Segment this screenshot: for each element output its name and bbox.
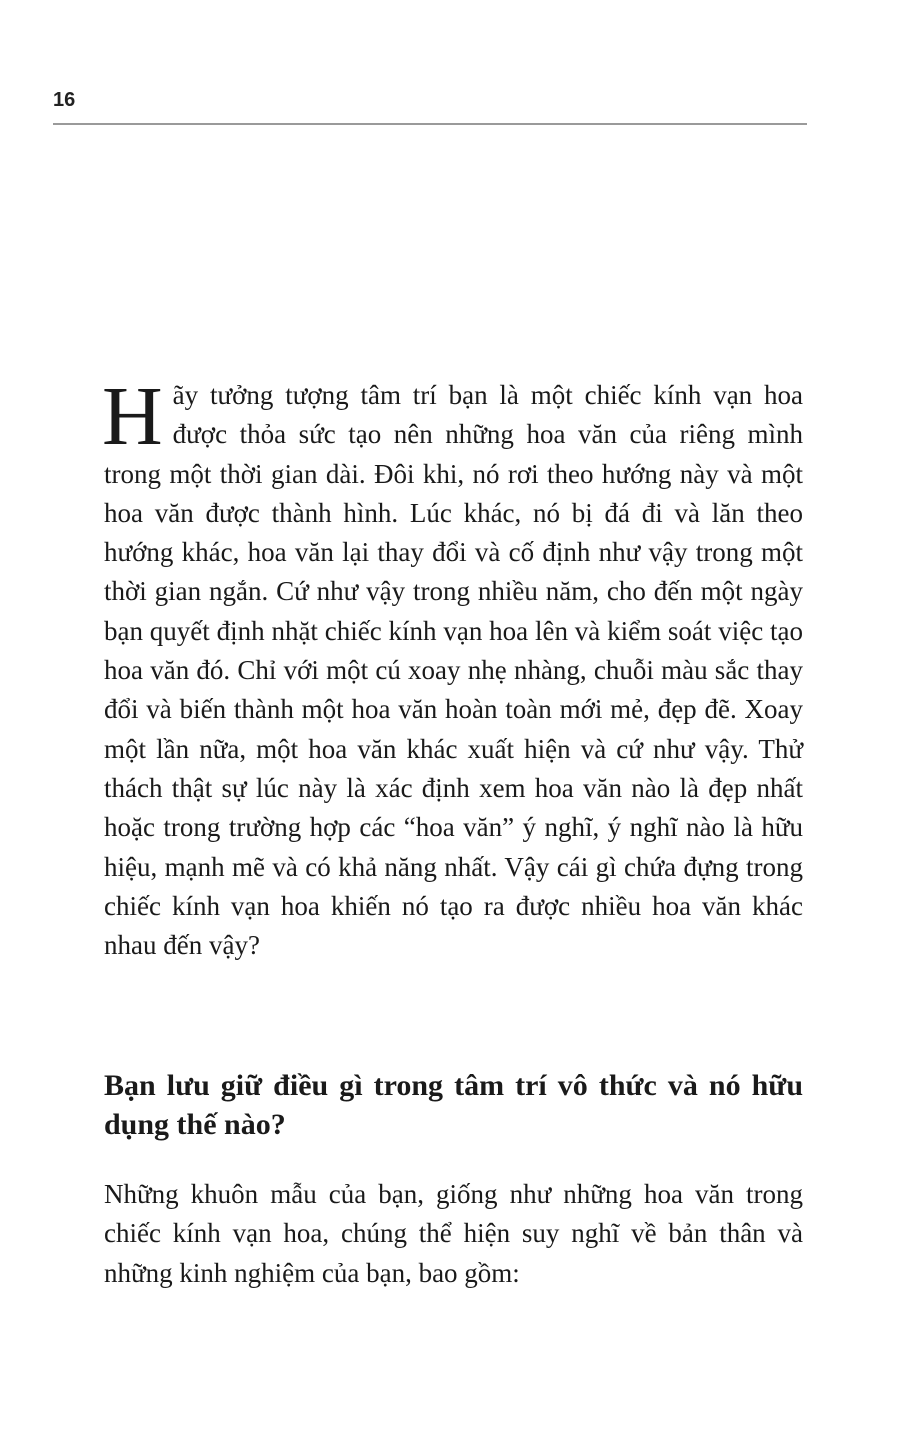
second-paragraph: Những khuôn mẫu của bạn, giống như những hoa văn trong chiếc kính vạn hoa, chúng thể hiện suy nghĩ về bản thân và những kinh nghiệm của bạn, bao gồm: — [104, 1179, 803, 1288]
drop-cap-letter: H — [102, 370, 163, 463]
intro-paragraph — [102, 370, 803, 965]
intro-paragraph-text: ãy tưởng tượng tâm trí bạn là một chiếc kính vạn hoa được thỏa sức tạo nên những hoa văn của riêng mình trong một thời gian dài. Đôi khi, nó rơi theo hướng này và một hoa văn được thành hình. Lúc khác, nó bị đá đi và lăn theo hướng khác, hoa văn lại thay đổi và cố định như vậy trong một thời gian ngắn. Cứ như vậy trong nhiều năm, cho đến một ngày bạn quyết định nhặt chiếc kính vạn hoa lên và kiểm soát việc tạo hoa văn đó. Chỉ với một cú xoay nhẹ nhàng, chuỗi màu sắc thay đổi và biến thành một hoa văn hoàn toàn mới mẻ, đẹp đẽ. Xoay một lần nữa, một hoa văn khác xuất hiện và cứ như vậy. Thử thách thật sự lúc này là xác định xem hoa văn nào là đẹp nhất hoặc trong trường hợp các “hoa văn” ý nghĩ, ý nghĩ nào là hữu hiệu, mạnh mẽ và có khả năng nhất. Vậy cái gì chứa đựng trong chiếc kính vạn hoa khiến nó tạo ra được nhiều hoa văn khác nhau đến vậy? — [104, 380, 803, 961]
page-number: 16 — [53, 89, 76, 111]
section-heading: Bạn lưu giữ điều gì trong tâm trí vô thức và nó hữu dụng thế nào? — [104, 1069, 803, 1141]
header-divider — [53, 123, 807, 125]
